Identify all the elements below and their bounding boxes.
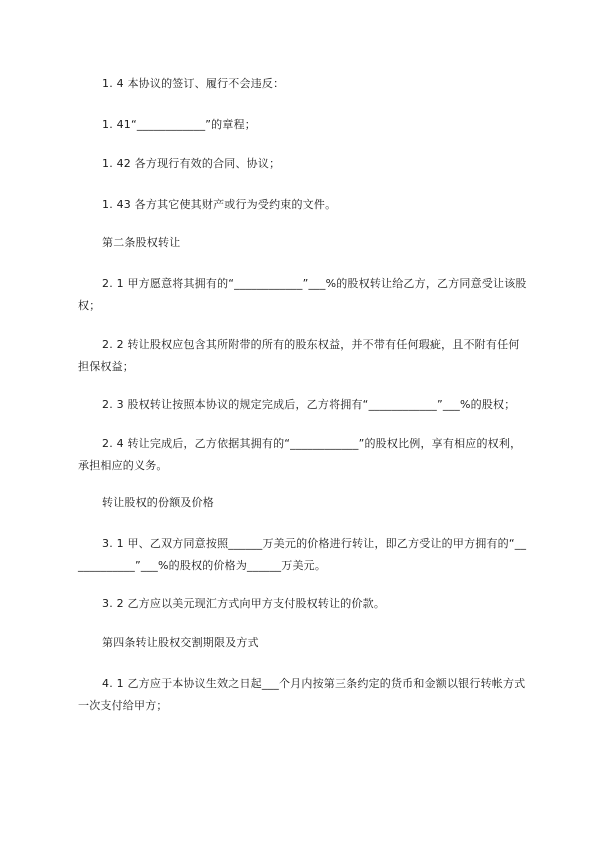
section-heading-price: 转让股权的份额及价格 [102,496,214,509]
clause-3-2: 3. 2 乙方应以美元现汇方式向甲方支付股权转让的价款。 [102,597,386,610]
section-heading-article-2: 第二条股权转让 [102,236,181,249]
clause-1-43: 1. 43 各方其它使其财产或行为受约束的文件。 [102,198,337,211]
section-heading-article-4: 第四条转让股权交割期限及方式 [102,636,259,649]
clause-2-2: 2. 2 转让股权应包含其所附带的所有的股东权益，并不带有任何瑕疵，且不附有任何担保权益； [78,338,520,373]
clause-1-42: 1. 42 各方现行有效的合同、协议； [102,157,281,170]
clause-2-4: 2. 4 转让完成后，乙方依据其拥有的“____________”的股权比例，享有相应的权利，承担相应的义务。 [78,437,522,472]
clause-1-41: 1. 41“____________”的章程； [102,118,256,131]
clause-2-3: 2. 3 股权转让按照本协议的规定完成后，乙方将拥有“____________”___%的股权； [102,398,516,411]
clause-3-1: 3. 1 甲、乙双方同意按照______万美元的价格进行转让，即乙方受让的甲方拥有的“____________”___%的股权的价格为______万美元。 [78,537,527,572]
clause-2-1: 2. 1 甲方愿意将其拥有的“____________”___%的股权转让给乙方，乙方同意受让该股权； [78,277,527,312]
clause-4-1: 4. 1 乙方应于本协议生效之日起___个月内按第三条约定的货币和金额以银行转帐方式一次支付给甲方； [78,677,526,712]
clause-1-4: 1. 4 本协议的签订、履行不会违反： [102,77,285,90]
